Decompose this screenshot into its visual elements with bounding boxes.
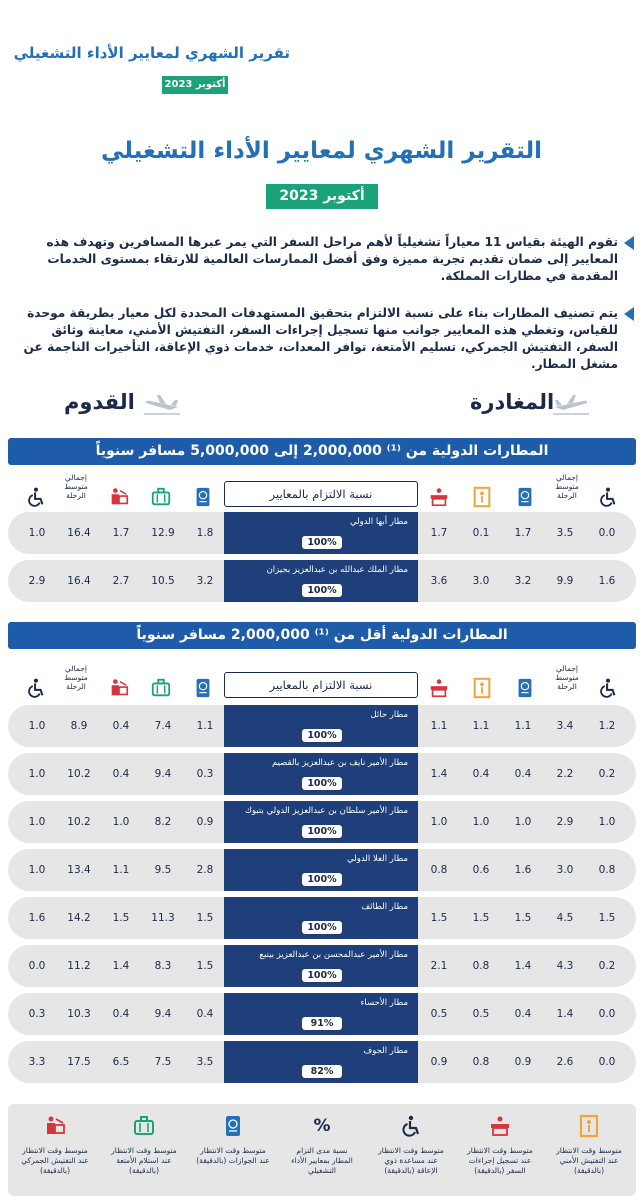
departure-value: 1.6 — [598, 575, 616, 587]
departure-value: 3.0 — [472, 575, 490, 587]
top-mini-badge: أكتوبر 2023 — [162, 76, 228, 94]
airport-name: مطار الملك عبدالله بن عبدالعزيز بجيزان — [266, 565, 408, 575]
departure-value: 1.6 — [514, 864, 532, 876]
group-band-2: المطارات الدولية أقل من ⁽¹⁾ 2,000,000 مسافر سنوياً — [8, 622, 636, 649]
departure-value: 9.9 — [556, 575, 574, 587]
arrival-value: 2.8 — [196, 864, 214, 876]
wheelchair-icon — [399, 1114, 423, 1138]
compliance-percent: 100% — [302, 873, 342, 886]
departure-value: 0.8 — [598, 864, 616, 876]
checkin-icon — [428, 486, 450, 508]
arrival-value: 11.2 — [67, 960, 91, 972]
compliance-percent: 100% — [302, 584, 342, 597]
legend-text: متوسط وقت الانتظار عند الجوازات (بالدقيقة) — [196, 1146, 270, 1165]
airport-cell — [224, 849, 418, 891]
customs-icon — [43, 1114, 67, 1138]
arrival-value: 1.5 — [196, 960, 214, 972]
departure-value: 3.0 — [556, 864, 574, 876]
departure-value: 0.5 — [472, 1008, 490, 1020]
departure-value: 1.7 — [514, 527, 532, 539]
airport-cell — [224, 897, 418, 939]
intro-paragraph-1 — [22, 234, 618, 285]
airport-cell — [224, 993, 418, 1035]
wheelchair-icon — [597, 677, 619, 699]
wheelchair-icon — [25, 677, 47, 699]
departure-value: 2.2 — [556, 768, 574, 780]
compliance-percent: 100% — [302, 777, 342, 790]
passport-icon — [514, 486, 536, 508]
arrival-value: 2.7 — [112, 575, 130, 587]
airport-cell — [224, 705, 418, 747]
departure-value: 1.2 — [598, 720, 616, 732]
airport-name: مطار الطائف — [361, 902, 408, 912]
departure-value: 0.4 — [514, 1008, 532, 1020]
arrival-value: 8.3 — [154, 960, 172, 972]
arrival-value: 1.1 — [112, 864, 130, 876]
departure-value: 0.8 — [472, 1056, 490, 1068]
departure-value: 1.4 — [556, 1008, 574, 1020]
percent-icon: % — [313, 1116, 331, 1136]
arrival-value: 17.5 — [67, 1056, 91, 1068]
total-trip-header: إجمالي متوسط الرحلة — [555, 664, 579, 691]
arrival-value: 0.3 — [196, 768, 214, 780]
departure-value: 4.5 — [556, 912, 574, 924]
departure-value: 0.1 — [472, 527, 490, 539]
airport-name: مطار حائل — [370, 710, 408, 720]
compliance-percent: 100% — [302, 921, 342, 934]
departure-value: 0.8 — [472, 960, 490, 972]
departure-value: 1.0 — [598, 816, 616, 828]
wheelchair-icon — [25, 486, 47, 508]
compliance-percent: 82% — [302, 1065, 342, 1078]
arrival-value: 7.4 — [154, 720, 172, 732]
departure-value: 2.6 — [556, 1056, 574, 1068]
arrival-value: 9.5 — [154, 864, 172, 876]
airport-name: مطار الأمير نايف بن عبدالعزيز بالقصيم — [271, 758, 408, 768]
airport-cell — [224, 560, 418, 602]
arrival-value: 1.0 — [28, 527, 46, 539]
intro-text-2: يتم تصنيف المطارات بناء على نسبة الالتزام بتحقيق المستهدفات المحددة لكل معيار بطريقة موحدة للقياس، وتغطي هذه المعايير جوانب منها تسجيل إجراءات السفر، التفتيش الأمني، معاينة وثائق السفر، التفتيش الجمركي، تسليم الأمتعة، توافر المعدات، خدمات ذوي الإعاقة، التأخيرات الناجمة عن مشغل المطار. — [23, 306, 618, 371]
arrival-value: 0.4 — [112, 768, 130, 780]
departure-value: 0.0 — [598, 1008, 616, 1020]
legend-text: متوسط وقت الانتظار عند مساعدة ذوي الإعاقة (بالدقيقة) — [378, 1146, 444, 1175]
departure-label: المغادرة — [470, 390, 555, 414]
arrival-value: 2.9 — [28, 575, 46, 587]
legend-text: متوسط وقت الانتظار عند التفتيش الأمني (بالدقيقة) — [556, 1146, 622, 1175]
departure-value: 1.4 — [430, 768, 448, 780]
airport-name: مطار الأحساء — [360, 998, 408, 1008]
month-badge: أكتوبر 2023 — [266, 184, 378, 209]
arrival-value: 1.1 — [196, 720, 214, 732]
arrival-value: 1.6 — [28, 912, 46, 924]
arrival-value: 13.4 — [67, 864, 91, 876]
airport-cell — [224, 753, 418, 795]
departure-value: 1.1 — [514, 720, 532, 732]
arrival-value: 1.0 — [28, 816, 46, 828]
compliance-percent: 100% — [302, 536, 342, 549]
customs-icon — [108, 677, 130, 699]
airport-name: مطار الأمير عبدالمحسن بن عبدالعزيز بينبع — [259, 950, 408, 960]
arrival-value: 1.5 — [112, 912, 130, 924]
group-band-1: المطارات الدولية من ⁽¹⁾ 2,000,000 إلى 5,000,000 مسافر سنوياً — [8, 438, 636, 465]
arrival-value: 12.9 — [151, 527, 175, 539]
departure-value: 2.9 — [556, 816, 574, 828]
arrival-value: 10.3 — [67, 1008, 91, 1020]
legend-text: متوسط وقت الانتظار عند التفتيش الجمركي (بالدقيقة) — [21, 1146, 89, 1175]
arrival-value: 1.4 — [112, 960, 130, 972]
airport-name: مطار أبها الدولي — [349, 517, 408, 527]
departure-value: 0.2 — [598, 960, 616, 972]
departure-value: 0.4 — [472, 768, 490, 780]
legend-text: نسبة مدى التزام المطار بمعايير الأداء التشغيلي — [291, 1146, 353, 1175]
arrival-value: 0.4 — [196, 1008, 214, 1020]
airport-cell — [224, 945, 418, 987]
departure-value: 3.5 — [556, 527, 574, 539]
security-icon — [471, 677, 493, 699]
arrival-value: 16.4 — [67, 575, 91, 587]
arrival-value: 0.4 — [112, 1008, 130, 1020]
departure-value: 1.5 — [472, 912, 490, 924]
arrival-value: 8.2 — [154, 816, 172, 828]
airport-name: مطار العلا الدولي — [347, 854, 408, 864]
checkin-icon — [428, 677, 450, 699]
total-trip-header: إجمالي متوسط الرحلة — [555, 473, 579, 500]
passport-icon — [192, 677, 214, 699]
arrival-label: القدوم — [64, 390, 135, 414]
airport-name: مطار الجوف — [363, 1046, 408, 1056]
checkin-icon — [488, 1114, 512, 1138]
arrival-value: 10.2 — [67, 768, 91, 780]
departure-value: 1.1 — [472, 720, 490, 732]
baggage-icon — [150, 677, 172, 699]
departure-value: 3.4 — [556, 720, 574, 732]
departure-value: 1.5 — [598, 912, 616, 924]
baggage-icon — [132, 1114, 156, 1138]
customs-icon — [108, 486, 130, 508]
security-icon — [577, 1114, 601, 1138]
airport-cell — [224, 1041, 418, 1083]
arrival-value: 1.0 — [28, 768, 46, 780]
intro-paragraph-2 — [22, 305, 618, 373]
intro-text-1: تقوم الهيئة بقياس 11 معياراً تشغيلياً لأهم مراحل السفر التي يمر عبرها المسافرين وتهدف هذه المعايير إلى ضمان تقديم تجربة مميزة وفق أفضل الممارسات العالمية للارتقاء بمستوى الخدمات المقدمة في مطارات المملكة. — [46, 235, 618, 283]
legend-text: متوسط وقت الانتظار عند تسجيل إجراءات السفر (بالدقيقة) — [467, 1146, 533, 1175]
security-icon — [471, 486, 493, 508]
arrival-value: 0.3 — [28, 1008, 46, 1020]
departure-value: 3.6 — [430, 575, 448, 587]
arrival-value: 7.5 — [154, 1056, 172, 1068]
airport-cell — [224, 512, 418, 554]
arrival-value: 16.4 — [67, 527, 91, 539]
arrival-value: 3.5 — [196, 1056, 214, 1068]
arrival-value: 9.4 — [154, 768, 172, 780]
top-mini-title: تقرير الشهري لمعايير الأداء التشغيلي — [13, 44, 290, 62]
compliance-percent: 100% — [302, 729, 342, 742]
arrival-value: 10.5 — [151, 575, 175, 587]
departure-value: 1.1 — [430, 720, 448, 732]
compliance-percent: 100% — [302, 825, 342, 838]
arrival-value: 1.5 — [196, 912, 214, 924]
passport-icon — [221, 1114, 245, 1138]
compliance-percent: 100% — [302, 969, 342, 982]
arrival-value: 1.0 — [28, 720, 46, 732]
wheelchair-icon — [597, 486, 619, 508]
arrival-value: 1.0 — [28, 864, 46, 876]
airport-name: مطار الأمير سلطان بن عبدالعزيز الدولي بتبوك — [244, 806, 408, 816]
arrival-value: 3.3 — [28, 1056, 46, 1068]
departure-value: 1.5 — [430, 912, 448, 924]
total-trip-header: إجمالي متوسط الرحلة — [64, 664, 88, 691]
arrival-value: 1.7 — [112, 527, 130, 539]
arrival-value: 0.4 — [112, 720, 130, 732]
airport-cell — [224, 801, 418, 843]
departure-plane-icon — [553, 393, 589, 415]
departure-value: 0.0 — [598, 1056, 616, 1068]
arrival-value: 14.2 — [67, 912, 91, 924]
departure-value: 1.5 — [514, 912, 532, 924]
total-trip-header: إجمالي متوسط الرحلة — [64, 473, 88, 500]
departure-value: 4.3 — [556, 960, 574, 972]
arrival-value: 1.8 — [196, 527, 214, 539]
departure-value: 1.0 — [514, 816, 532, 828]
compliance-percent: 91% — [302, 1017, 342, 1030]
departure-value: 0.9 — [514, 1056, 532, 1068]
passport-icon — [192, 486, 214, 508]
bullet-arrow-icon — [624, 307, 634, 321]
departure-value: 1.0 — [430, 816, 448, 828]
departure-value: 1.4 — [514, 960, 532, 972]
departure-value: 2.1 — [430, 960, 448, 972]
arrival-value: 0.0 — [28, 960, 46, 972]
arrival-value: 0.9 — [196, 816, 214, 828]
departure-value: 0.5 — [430, 1008, 448, 1020]
arrival-value: 3.2 — [196, 575, 214, 587]
departure-value: 1.7 — [430, 527, 448, 539]
arrival-plane-icon — [144, 393, 180, 415]
departure-value: 0.0 — [598, 527, 616, 539]
legend-text: متوسط وقت الانتظار عند استلام الأمتعة (بالدقيقة) — [111, 1146, 177, 1175]
arrival-value: 1.0 — [112, 816, 130, 828]
departure-value: 0.9 — [430, 1056, 448, 1068]
page-title: التقرير الشهري لمعايير الأداء التشغيلي — [100, 138, 543, 164]
arrival-value: 11.3 — [151, 912, 175, 924]
departure-value: 0.2 — [598, 768, 616, 780]
compliance-header: نسبة الالتزام بالمعايير — [224, 672, 418, 698]
arrival-value: 9.4 — [154, 1008, 172, 1020]
departure-value: 0.4 — [514, 768, 532, 780]
bullet-arrow-icon — [624, 236, 634, 250]
departure-value: 0.8 — [430, 864, 448, 876]
baggage-icon — [150, 486, 172, 508]
departure-value: 1.0 — [472, 816, 490, 828]
compliance-header: نسبة الالتزام بالمعايير — [224, 481, 418, 507]
arrival-value: 10.2 — [67, 816, 91, 828]
arrival-value: 6.5 — [112, 1056, 130, 1068]
arrival-value: 8.9 — [70, 720, 88, 732]
departure-value: 0.6 — [472, 864, 490, 876]
departure-value: 3.2 — [514, 575, 532, 587]
passport-icon — [514, 677, 536, 699]
